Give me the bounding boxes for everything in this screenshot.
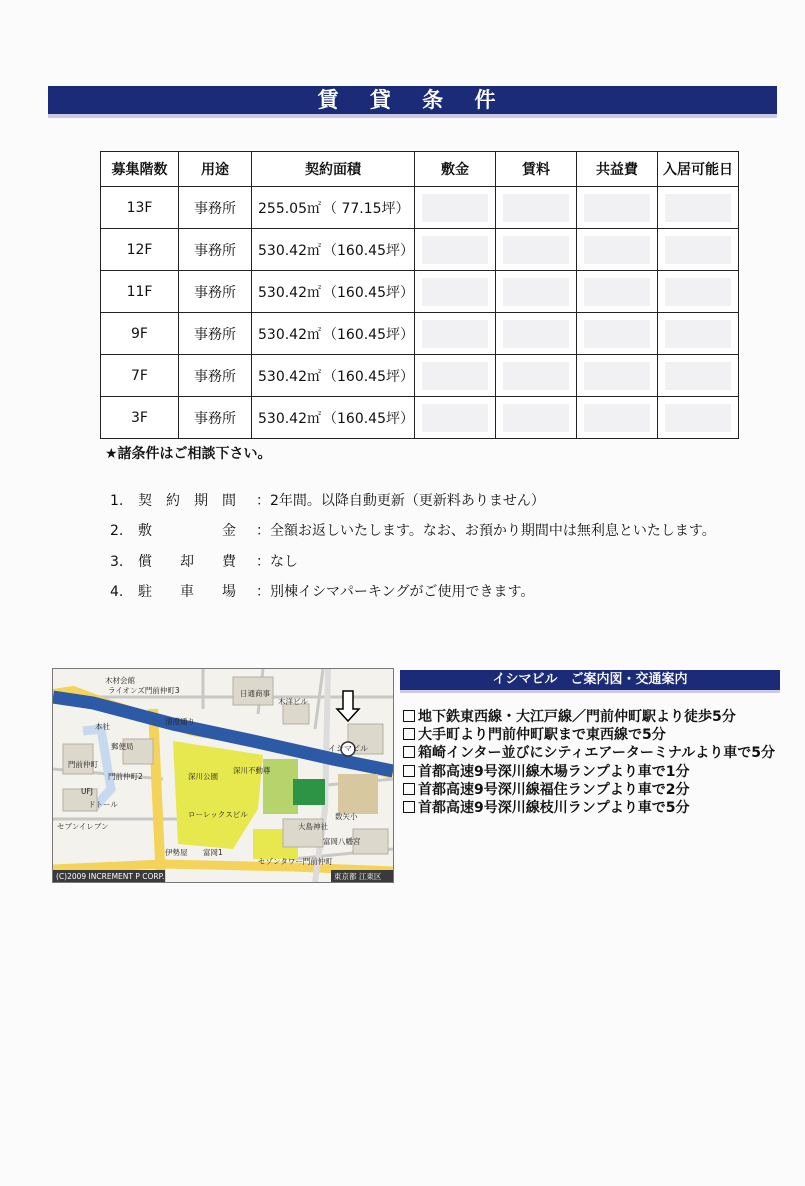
table-row xyxy=(101,355,739,397)
cell-area-tsubo: （160.45坪） xyxy=(321,355,415,397)
cell-deposit xyxy=(415,229,496,271)
map-building-label: イシマビル xyxy=(328,744,368,753)
condition-label: 償 却 費 xyxy=(138,554,236,570)
table-row xyxy=(101,187,739,229)
cell-area-m2: 530.42㎡ xyxy=(252,355,322,397)
cell-floor: 12F xyxy=(101,229,179,271)
header-move-in-date: 入居可能日 xyxy=(658,152,739,187)
map-label: 富岡1 xyxy=(203,848,223,857)
cell-move-in-date xyxy=(658,229,739,271)
condition-label: 契 約 期 間 xyxy=(138,493,236,509)
map-label: 数矢小 xyxy=(335,812,358,821)
cell-move-in-date xyxy=(658,355,739,397)
cell-deposit xyxy=(415,313,496,355)
map-label: 木材会館 xyxy=(105,676,135,685)
checkbox-icon xyxy=(403,710,415,722)
map-label: ローレックスビル xyxy=(188,810,248,819)
map-label: 大島神社 xyxy=(298,822,328,831)
access-item xyxy=(403,799,775,817)
cell-common-fee xyxy=(577,187,658,229)
map-graphic xyxy=(53,669,393,882)
condition-number: 3. xyxy=(110,554,124,570)
map-label: セゾンタワー門前仲町 xyxy=(258,857,333,866)
header-area: 契約面積 xyxy=(252,152,415,187)
cell-rent xyxy=(496,313,577,355)
cell-area-m2: 530.42㎡ xyxy=(252,229,322,271)
cell-area-tsubo: （160.45坪） xyxy=(321,271,415,313)
access-item-text: 地下鉄東西線・大江戸線／門前仲町駅より徒歩5分 xyxy=(418,709,736,725)
cell-move-in-date xyxy=(658,271,739,313)
cell-common-fee xyxy=(577,355,658,397)
map-label: 清澄通り xyxy=(165,717,195,726)
school-ground xyxy=(293,779,325,805)
map-label: ライオンズ門前仲町3 xyxy=(108,686,180,695)
cell-area-tsubo: （160.45坪） xyxy=(321,229,415,271)
header-rent: 賃料 xyxy=(496,152,577,187)
map-label: UFJ xyxy=(81,787,94,796)
map-copyright: (C)2009 INCREMENT P CORP. xyxy=(56,872,165,881)
cell-floor: 7F xyxy=(101,355,179,397)
location-map xyxy=(52,668,394,883)
cell-deposit xyxy=(415,187,496,229)
condition-parking xyxy=(110,581,534,601)
access-item xyxy=(403,726,775,744)
access-item-text: 首都高速9号深川線枝川ランプより車で5分 xyxy=(418,800,690,817)
access-item-text: 大手町より門前仲町駅まで東西線で5分 xyxy=(418,727,666,744)
cell-floor: 11F xyxy=(101,271,179,313)
header-deposit: 敷金 xyxy=(415,152,496,187)
map-label: 門前仲町 xyxy=(68,760,98,769)
cell-rent xyxy=(496,355,577,397)
header-use: 用途 xyxy=(179,152,252,187)
condition-text: ：全額お返しいたします。なお、お預かり期間中は無利息といたします。 xyxy=(256,523,716,539)
checkbox-icon xyxy=(403,801,415,813)
condition-number: 1. xyxy=(110,493,124,509)
cell-common-fee xyxy=(577,229,658,271)
table-header-row xyxy=(101,152,739,187)
condition-label: 敷 金 xyxy=(138,523,236,539)
table-row xyxy=(101,313,739,355)
cell-common-fee xyxy=(577,313,658,355)
checkbox-icon xyxy=(403,765,415,777)
access-item-text: 首都高速9号深川線木場ランプより車で1分 xyxy=(418,763,690,780)
map-label: 本社 xyxy=(95,722,110,731)
cell-rent xyxy=(496,229,577,271)
access-item-text: 首都高速9号深川線福住ランプより車で2分 xyxy=(418,781,690,798)
cell-area-m2: 530.42㎡ xyxy=(252,313,322,355)
cell-use: 事務所 xyxy=(179,355,252,397)
map-label: 郵便局 xyxy=(111,742,134,751)
access-item-text: 箱崎インター並びにシティエアーターミナルより車で5分 xyxy=(418,745,775,762)
rental-terms-table xyxy=(100,151,739,439)
cell-use: 事務所 xyxy=(179,187,252,229)
map-label: 深川不動尊 xyxy=(233,766,271,775)
cell-deposit xyxy=(415,397,496,439)
checkbox-icon xyxy=(403,746,415,758)
cell-area-tsubo: （160.45坪） xyxy=(321,397,415,439)
condition-text: ：別棟イシマパーキングがご使用できます。 xyxy=(256,584,535,600)
map-area-label: 東京都 江東区 xyxy=(334,872,382,881)
cell-common-fee xyxy=(577,271,658,313)
cell-floor: 3F xyxy=(101,397,179,439)
table-row xyxy=(101,397,739,439)
page-title: 賃 貸 条 件 xyxy=(48,86,777,118)
access-title: イシマビル ご案内図・交通案内 xyxy=(400,670,780,693)
consultation-note: ★諸条件はご相談下さい。 xyxy=(105,446,272,462)
condition-text: ：2年間。以降自動更新（更新料ありません） xyxy=(256,493,545,509)
checkbox-icon xyxy=(403,783,415,795)
cell-move-in-date xyxy=(658,397,739,439)
cell-area-tsubo: （160.45坪） xyxy=(321,313,415,355)
cell-deposit xyxy=(415,355,496,397)
map-label: セブンイレブン xyxy=(57,822,109,831)
access-item xyxy=(403,763,775,781)
cell-rent xyxy=(496,397,577,439)
checkbox-icon xyxy=(403,728,415,740)
condition-number: 4. xyxy=(110,584,124,600)
cell-area-m2: 530.42㎡ xyxy=(252,397,322,439)
table-row xyxy=(101,229,739,271)
cell-move-in-date xyxy=(658,313,739,355)
condition-contract-period xyxy=(110,490,545,510)
map-label: 伊勢屋 xyxy=(165,848,188,857)
condition-label: 駐 車 場 xyxy=(138,584,236,600)
cell-floor: 13F xyxy=(101,187,179,229)
condition-text: ：なし xyxy=(256,554,298,570)
cell-move-in-date xyxy=(658,187,739,229)
map-label: ドトール xyxy=(88,800,118,809)
cell-rent xyxy=(496,187,577,229)
cell-area-tsubo: （ 77.15坪） xyxy=(321,187,415,229)
cell-use: 事務所 xyxy=(179,397,252,439)
cell-use: 事務所 xyxy=(179,229,252,271)
cell-area-m2: 255.05㎡ xyxy=(252,187,322,229)
cell-deposit xyxy=(415,271,496,313)
cell-rent xyxy=(496,271,577,313)
condition-number: 2. xyxy=(110,523,124,539)
map-label: 富岡八幡宮 xyxy=(323,837,361,846)
cell-use: 事務所 xyxy=(179,313,252,355)
cell-use: 事務所 xyxy=(179,271,252,313)
table-row xyxy=(101,271,739,313)
header-floor: 募集階数 xyxy=(101,152,179,187)
access-list xyxy=(403,708,775,817)
header-common-fee: 共益費 xyxy=(577,152,658,187)
condition-amortization xyxy=(110,551,298,571)
map-label: 木洋ビル xyxy=(278,697,308,706)
cell-area-m2: 530.42㎡ xyxy=(252,271,322,313)
cell-floor: 9F xyxy=(101,313,179,355)
access-item xyxy=(403,781,775,799)
map-label: 門前仲町2 xyxy=(108,772,143,781)
access-item xyxy=(403,708,775,726)
cell-common-fee xyxy=(577,397,658,439)
condition-deposit xyxy=(110,520,716,540)
map-label: 日通商事 xyxy=(240,689,270,698)
access-item xyxy=(403,744,775,762)
shrine-area xyxy=(338,774,378,814)
map-label: 深川公園 xyxy=(188,772,218,781)
